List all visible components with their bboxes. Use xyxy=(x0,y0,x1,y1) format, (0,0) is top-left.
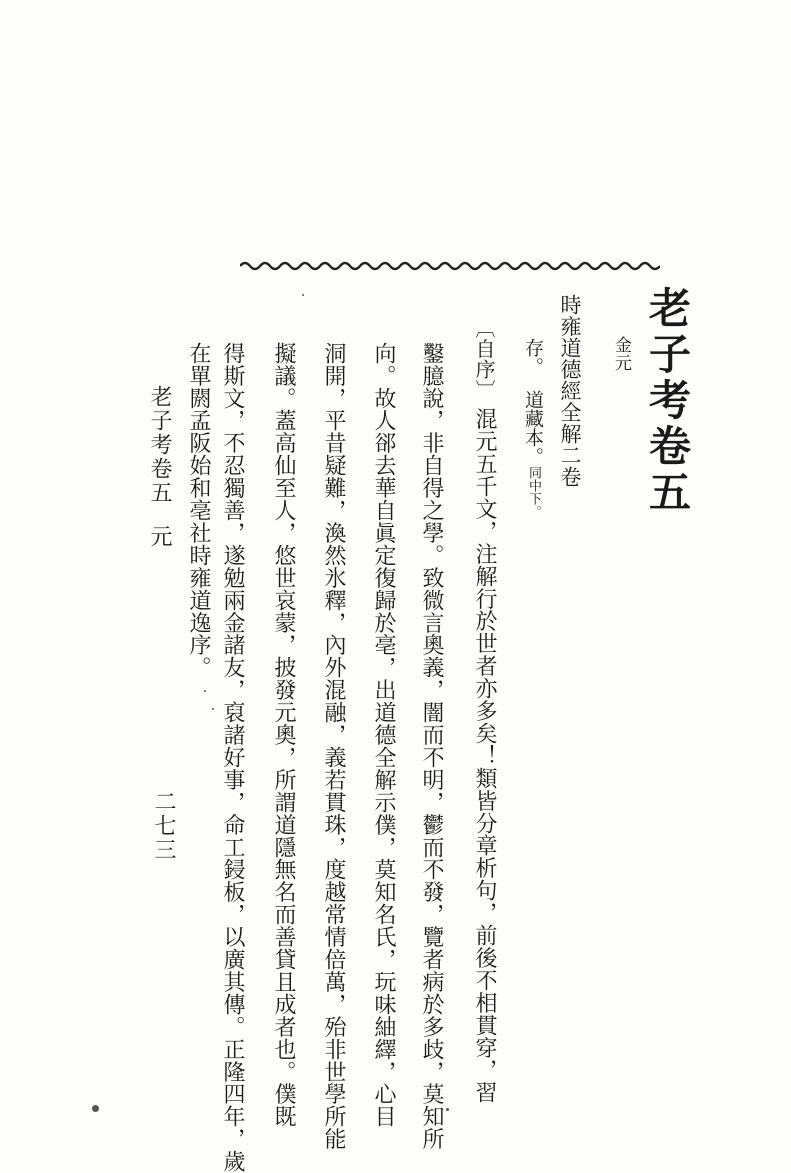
ink-speck xyxy=(446,1108,449,1111)
preface-line-7: 在單閼孟阪始和亳社時雍道逸序。 xyxy=(186,342,211,679)
page-title: 老子考卷五 xyxy=(643,286,692,516)
ink-speck xyxy=(302,294,304,296)
ink-speck xyxy=(92,1105,99,1112)
status-text: 存。 xyxy=(522,338,544,376)
preface-line-4: 洞開，平昔疑難，渙然氷釋，內外混融，義若貫珠，度越常情倍萬，殆非世學所能 xyxy=(321,342,346,1151)
preface-line-6: 得斯文，不忍獨善，遂勉兩金諸友，裒諸好事，命工鋟板，以廣其傳。正隆四年，歲 xyxy=(220,342,245,1173)
ink-speck xyxy=(204,690,206,692)
book-title-text: 時雍道德經全解二卷 xyxy=(558,294,582,488)
ink-speck xyxy=(212,708,214,710)
running-title: 老子考卷五 xyxy=(147,385,172,505)
source-text: 道藏本。 xyxy=(522,390,544,466)
dynasty-label: 金元 xyxy=(611,336,631,372)
page-number: 二七三 xyxy=(151,790,176,862)
preface-line-1 xyxy=(473,318,495,1104)
location-note: 同中下。 xyxy=(526,466,541,518)
entry-status xyxy=(523,338,542,518)
preface-line-2: 鑿臆說，非自得之學。致微言奧義，闇而不明，鬱而不發，覽者病於多歧，莫知所 xyxy=(419,342,444,1151)
preface-text-1: 混元五千文，注解行於世者亦多矣！類皆分章析句，前後不相貫穿，習 xyxy=(472,407,497,1104)
book-title xyxy=(559,294,580,488)
preface-label: 〔自序〕 xyxy=(472,318,496,400)
running-footer xyxy=(148,385,170,549)
section-label: 元 xyxy=(147,525,172,549)
wavy-divider xyxy=(240,258,660,274)
preface-line-3: 向。故人郤去華自眞定復歸於亳，出道德全解示僕，莫知名氏，玩味紬繹，心目 xyxy=(371,342,396,1128)
preface-line-5: 擬議。蓋高仙至人，悠世哀蒙，披發元奧，所謂道隱無名而善貸且成者也。僕既 xyxy=(271,342,296,1128)
